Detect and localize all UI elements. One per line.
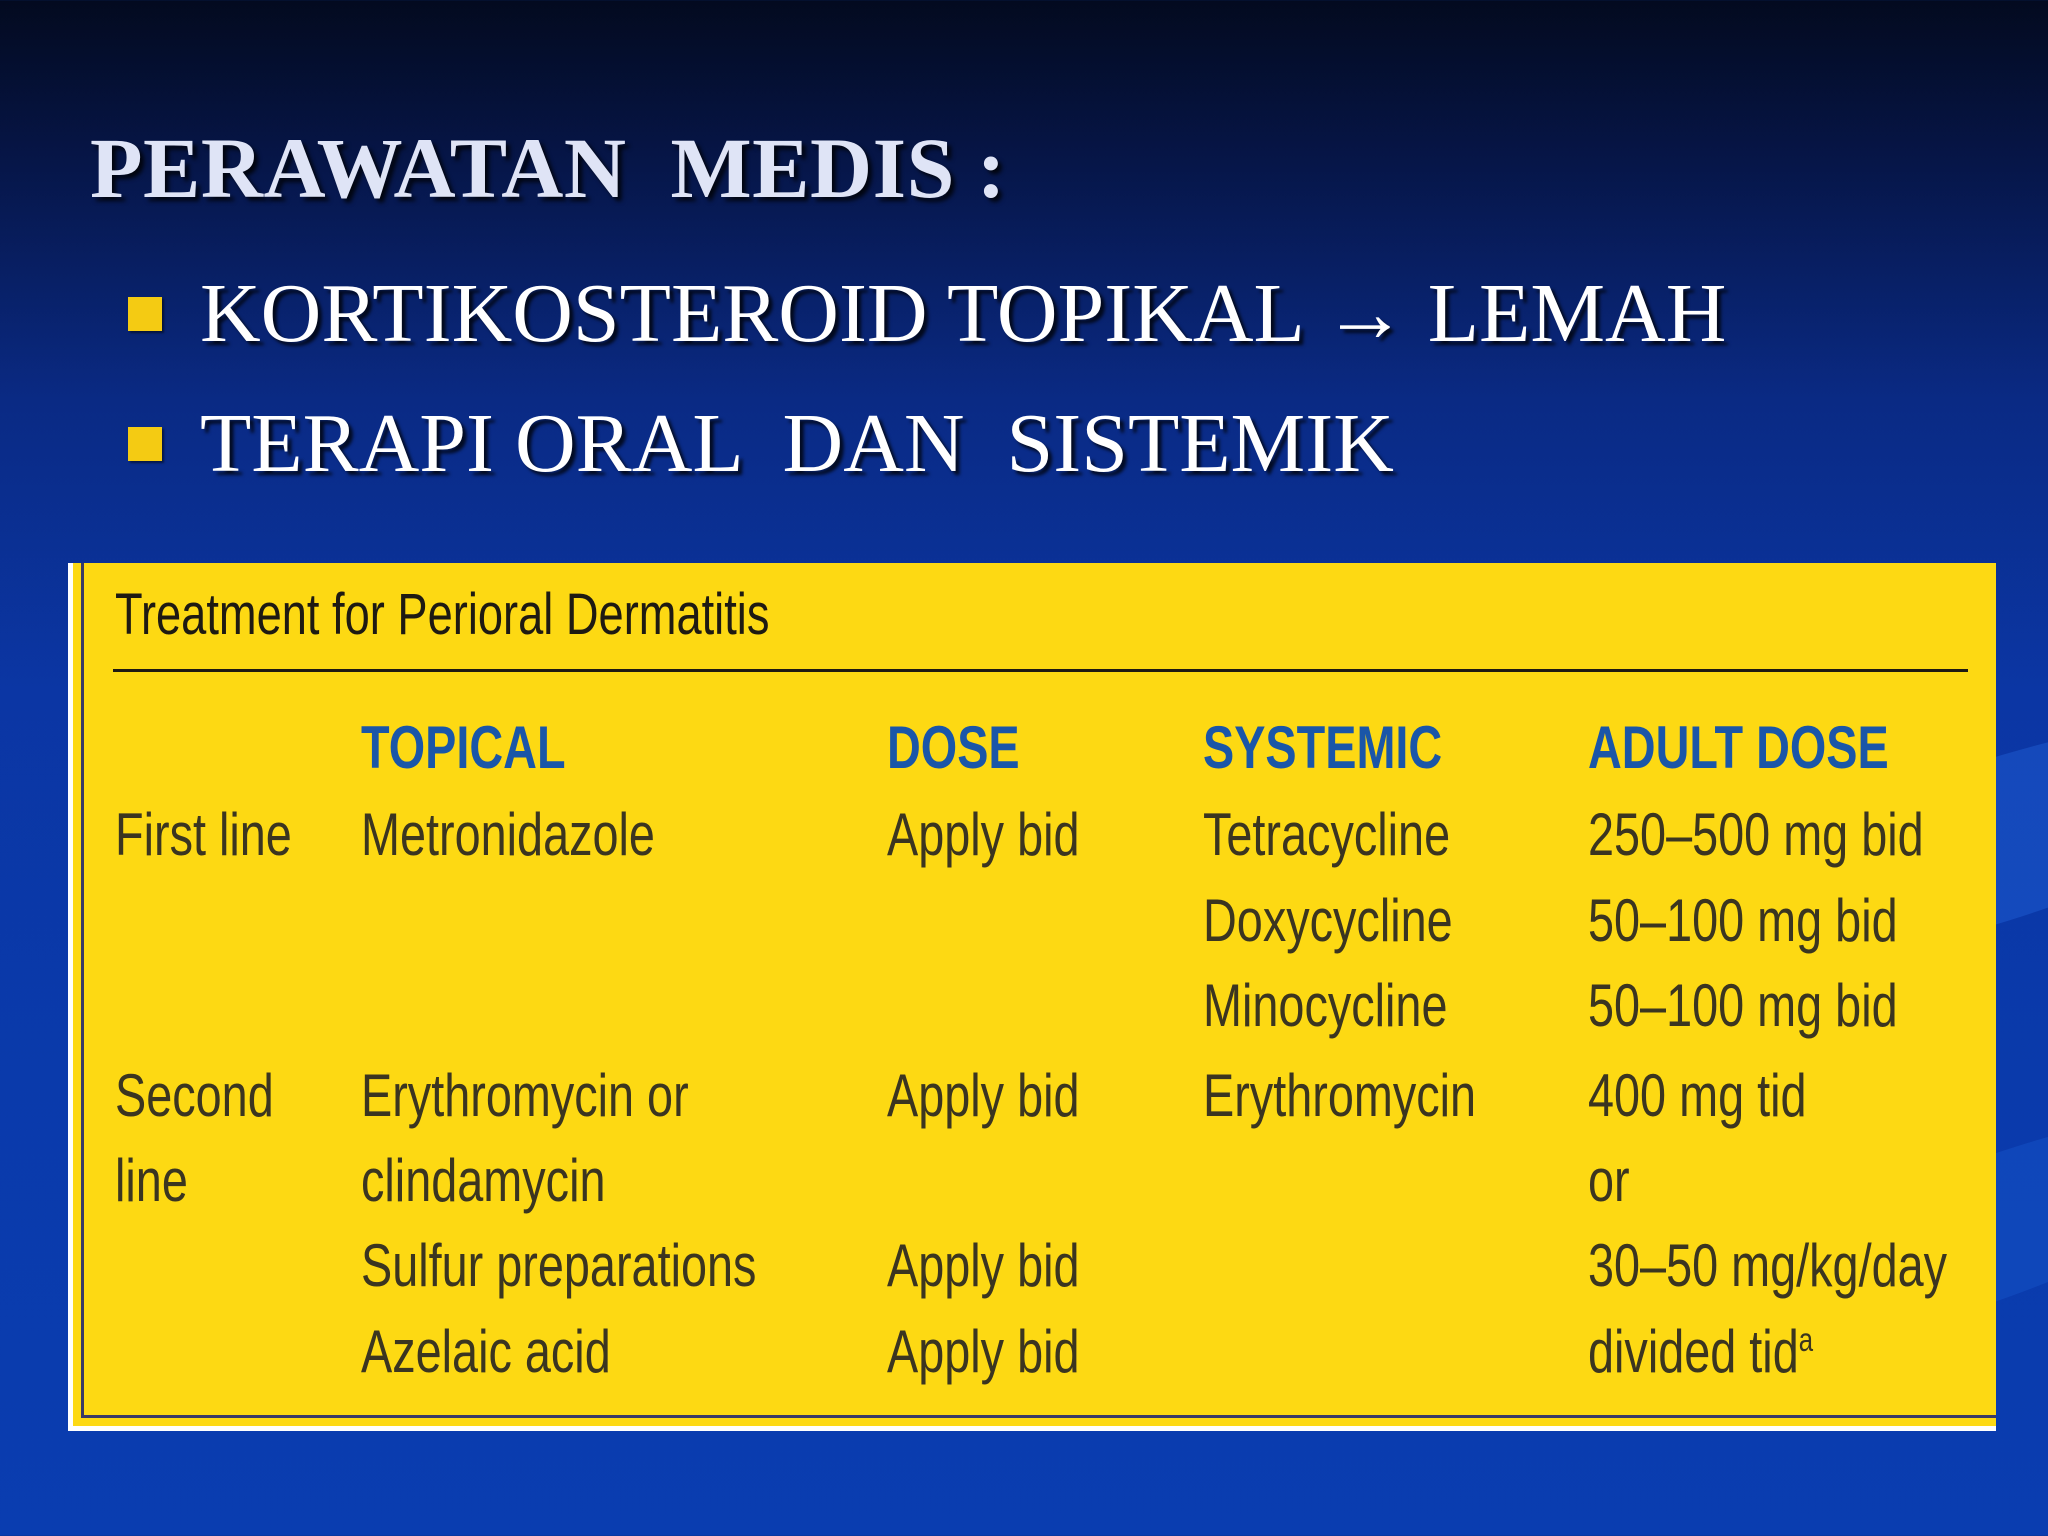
cell-adult-dose: 400 mg tid: [1588, 1062, 1807, 1129]
cell-systemic: Erythromycin: [1203, 1062, 1477, 1129]
bullet-text: TERAPI ORAL DAN SISTEMIK: [200, 397, 1394, 490]
header-adult-dose: ADULT DOSE: [1588, 714, 1889, 781]
cell-adult-dose: 250–500 mg bid: [1588, 801, 1924, 868]
cell-adult-dose-text: divided tid: [1588, 1318, 1799, 1385]
bullet-item: [128, 397, 1394, 490]
header-topical: TOPICAL: [361, 714, 566, 781]
cell-dose: Apply bid: [887, 801, 1080, 868]
square-bullet-icon: [128, 427, 162, 461]
bullet-item: [128, 267, 1727, 360]
bullet-text: KORTIKOSTEROID TOPIKAL → LEMAH: [200, 267, 1727, 360]
cell-adult-dose: 50–100 mg bid: [1588, 972, 1898, 1039]
treatment-table: [68, 563, 1996, 1431]
cell-systemic: Tetracycline: [1203, 801, 1451, 868]
cell-adult-dose: or: [1588, 1147, 1630, 1214]
cell-topical: clindamycin: [361, 1147, 606, 1214]
cell-topical: Sulfur preparations: [361, 1232, 757, 1299]
header-dose: DOSE: [887, 714, 1020, 781]
row-label-second-line: line: [115, 1147, 188, 1214]
cell-adult-dose: 30–50 mg/kg/day: [1588, 1232, 1948, 1299]
cell-dose: Apply bid: [887, 1318, 1080, 1385]
table-divider: [113, 669, 1968, 672]
cell-adult-dose-footnoted: [1588, 1318, 1814, 1385]
table-title: Treatment for Perioral Dermatitis: [115, 582, 770, 647]
header-systemic: SYSTEMIC: [1203, 714, 1443, 781]
cell-topical: Azelaic acid: [361, 1318, 611, 1385]
cell-systemic: Doxycycline: [1203, 887, 1453, 954]
footnote-marker: a: [1798, 1321, 1814, 1358]
cell-topical: Metronidazole: [361, 801, 655, 868]
row-label-second-line: Second: [115, 1062, 274, 1129]
cell-dose: Apply bid: [887, 1062, 1080, 1129]
cell-systemic: Minocycline: [1203, 972, 1448, 1039]
slide-title: PERAWATAN MEDIS :: [90, 120, 1007, 216]
row-label-first-line: First line: [115, 801, 292, 868]
cell-adult-dose: 50–100 mg bid: [1588, 887, 1898, 954]
square-bullet-icon: [128, 297, 162, 331]
cell-dose: Apply bid: [887, 1232, 1080, 1299]
cell-topical: Erythromycin or: [361, 1062, 689, 1129]
